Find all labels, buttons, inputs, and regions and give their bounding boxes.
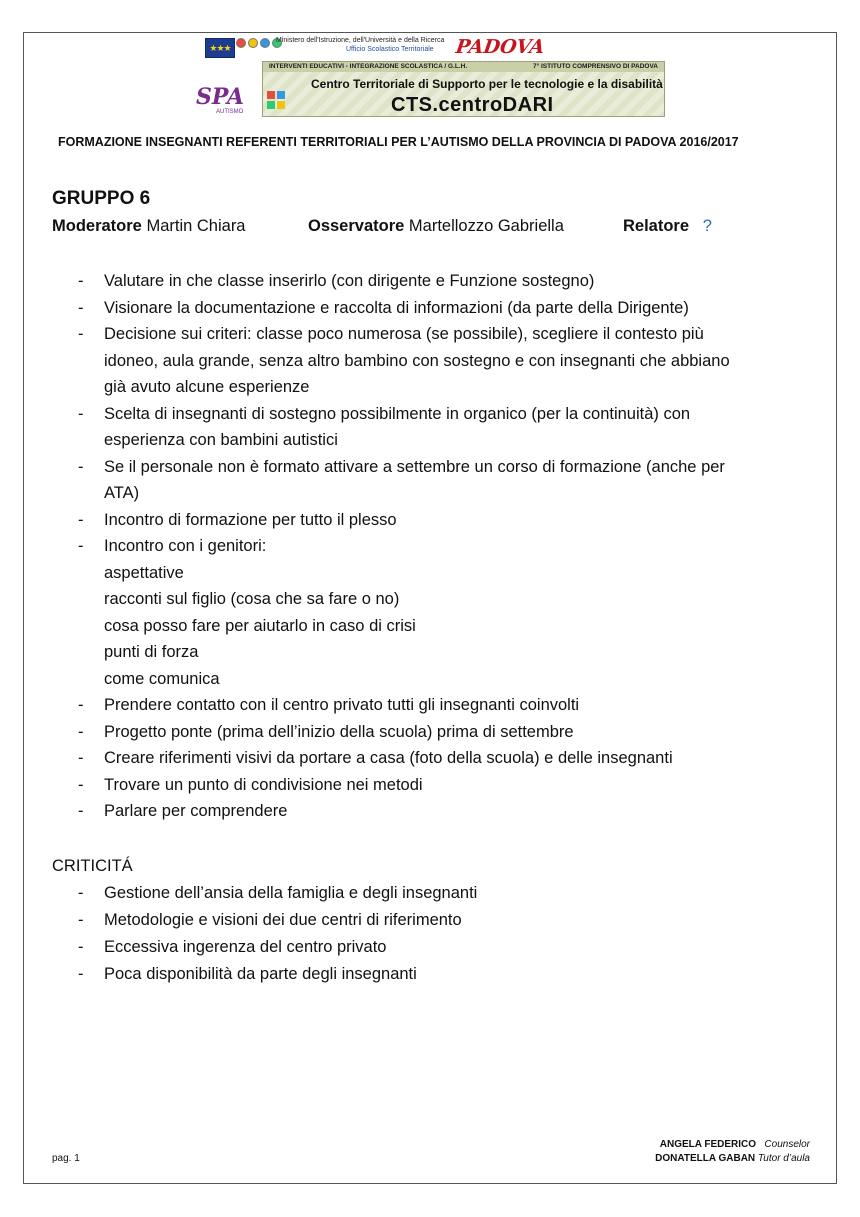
list-item: - Prendere contatto con il centro privato tutti gli insegnanti coinvolti — [78, 696, 580, 714]
sub-item: cosa posso fare per aiutarlo in caso di crisi — [104, 616, 416, 635]
list-item: - Incontro di formazione per tutto il plesso — [78, 510, 397, 529]
list-item-text: Gestione dell’ansia della famiglia e degli insegnanti — [104, 884, 478, 902]
credit-name: DONATELLA GABAN — [655, 1153, 756, 1164]
credit-role: Tutor d’aula — [757, 1153, 810, 1164]
ministero-logo — [276, 36, 456, 60]
relatore-name: ? — [702, 217, 712, 235]
sub-item: come comunica — [104, 669, 220, 688]
list-item: - Se il personale non è formato attivare a settembre un corso di formazione (anche per — [78, 457, 725, 476]
list-item: - Gestione dell’ansia della famiglia e degli insegnanti — [78, 884, 478, 902]
list-item-text: Decisione sui criteri: classe poco numerosa (se possibile), scegliere il contesto più — [104, 325, 704, 343]
banner-right-text: 7° ISTITUTO COMPRENSIVO DI PADOVA — [532, 63, 658, 70]
list-item: - Decisione sui criteri: classe poco numerosa (se possibile), scegliere il contesto più — [78, 325, 704, 343]
moderatore-label: Moderatore — [52, 217, 142, 235]
activity-list — [78, 268, 818, 825]
list-item: - Scelta di insegnanti di sostegno possibilmente in organico (per la continuità) con — [78, 404, 691, 423]
credit-name: ANGELA FEDERICO — [659, 1139, 757, 1150]
list-item-continuation: idoneo, aula grande, senza altro bambino con sostegno e con insegnanti che abbiano — [104, 351, 730, 370]
list-item: - Metodologie e visioni dei due centri di riferimento — [78, 911, 462, 929]
sub-item: aspettative — [104, 563, 184, 582]
list-item: - Valutare in che classe inserirlo (con dirigente e Funzione sostegno) — [78, 272, 595, 290]
sub-item: punti di forza — [104, 643, 199, 661]
list-item-continuation: ATA) — [104, 484, 140, 502]
list-item-text: Valutare in che classe inserirlo (con dirigente e Funzione sostegno) — [104, 272, 595, 290]
list-item-text: Prendere contatto con il centro privato tutti gli insegnanti coinvolti — [104, 696, 580, 714]
footer-credits — [655, 1138, 810, 1166]
list-item: - Parlare per comprendere — [78, 802, 288, 820]
list-item-text: Poca disponibilità da parte degli insegnanti — [104, 965, 417, 983]
eu-flag-logo: ★★★ — [205, 38, 235, 58]
group-title: GRUPPO 6 — [52, 188, 151, 209]
list-item-text: Parlare per comprendere — [104, 802, 288, 820]
relatore-label: Relatore — [623, 217, 690, 235]
ufficio-text: Ufficio Scolastico Territoriale — [346, 46, 434, 53]
list-item-text: Incontro con i genitori: — [104, 537, 267, 555]
sub-item: racconti sul figlio (cosa che sa fare o no) — [104, 590, 400, 608]
criticita-title: CRITICITÁ — [52, 857, 133, 875]
list-item: - Eccessiva ingerenza del centro privato — [78, 938, 387, 956]
list-item-text: Progetto ponte (prima dell’inizio della scuola) prima di settembre — [104, 722, 574, 741]
puzzle-icon — [266, 90, 286, 110]
banner-left-text: INTERVENTI EDUCATIVI - INTEGRAZIONE SCOLASTICA / G.L.H. — [269, 63, 468, 70]
list-item-text: Se il personale non è formato attivare a settembre un corso di formazione (anche per — [104, 457, 725, 476]
list-item-text: Incontro di formazione per tutto il plesso — [104, 510, 397, 529]
cts-logo-text: CTS.centroDARI — [391, 94, 554, 116]
ministero-text: Ministero dell'Istruzione, dell'Università e della Ricerca — [276, 37, 445, 44]
list-item-text: Eccessiva ingerenza del centro privato — [104, 938, 387, 956]
credit-role: Counselor — [764, 1139, 810, 1150]
spa-text: SPA — [196, 84, 244, 110]
list-item-continuation: già avuto alcune esperienze — [104, 378, 310, 396]
list-item: - Visionare la documentazione e raccolta di informazioni (da parte della Dirigente) — [78, 298, 689, 317]
list-item-continuation: esperienza con bambini autistici — [104, 431, 338, 449]
padova-logo: PADOVA — [454, 36, 546, 58]
criticita-list — [78, 880, 818, 988]
list-item-text: Scelta di insegnanti di sostegno possibilmente in organico (per la continuità) con — [104, 404, 691, 423]
document-title: FORMAZIONE INSEGNANTI REFERENTI TERRITORIALI PER L’AUTISMO DELLA PROVINCIA DI PADOVA 2016/2017 — [58, 135, 739, 149]
list-item-text: Creare riferimenti visivi da portare a casa (foto della scuola) e delle insegnanti — [104, 749, 673, 767]
spa-autismo-logo — [196, 84, 258, 124]
list-item: - Poca disponibilità da parte degli insegnanti — [78, 965, 417, 983]
list-item-text: Visionare la documentazione e raccolta di informazioni (da parte della Dirigente) — [104, 298, 689, 317]
list-item: - Creare riferimenti visivi da portare a casa (foto della scuola) e delle insegnanti — [78, 749, 673, 767]
list-item: - Progetto ponte (prima dell’inizio della scuola) prima di settembre — [78, 722, 574, 741]
osservatore-label: Osservatore — [308, 217, 405, 235]
list-item-text: Metodologie e visioni dei due centri di riferimento — [104, 911, 462, 929]
cts-line: Centro Territoriale di Supporto per le tecnologie e la disabilità — [311, 77, 663, 91]
page-number: pag. 1 — [52, 1153, 80, 1164]
list-item: - Incontro con i genitori: — [78, 537, 267, 555]
list-item-text: Trovare un punto di condivisione nei metodi — [104, 775, 423, 794]
moderatore-name: Martin Chiara — [146, 217, 246, 235]
spa-sub-text: AUTISMO — [216, 109, 244, 115]
cts-banner — [262, 61, 665, 117]
osservatore-name: Martellozzo Gabriella — [408, 217, 564, 235]
list-item: - Trovare un punto di condivisione nei metodi — [78, 775, 423, 794]
